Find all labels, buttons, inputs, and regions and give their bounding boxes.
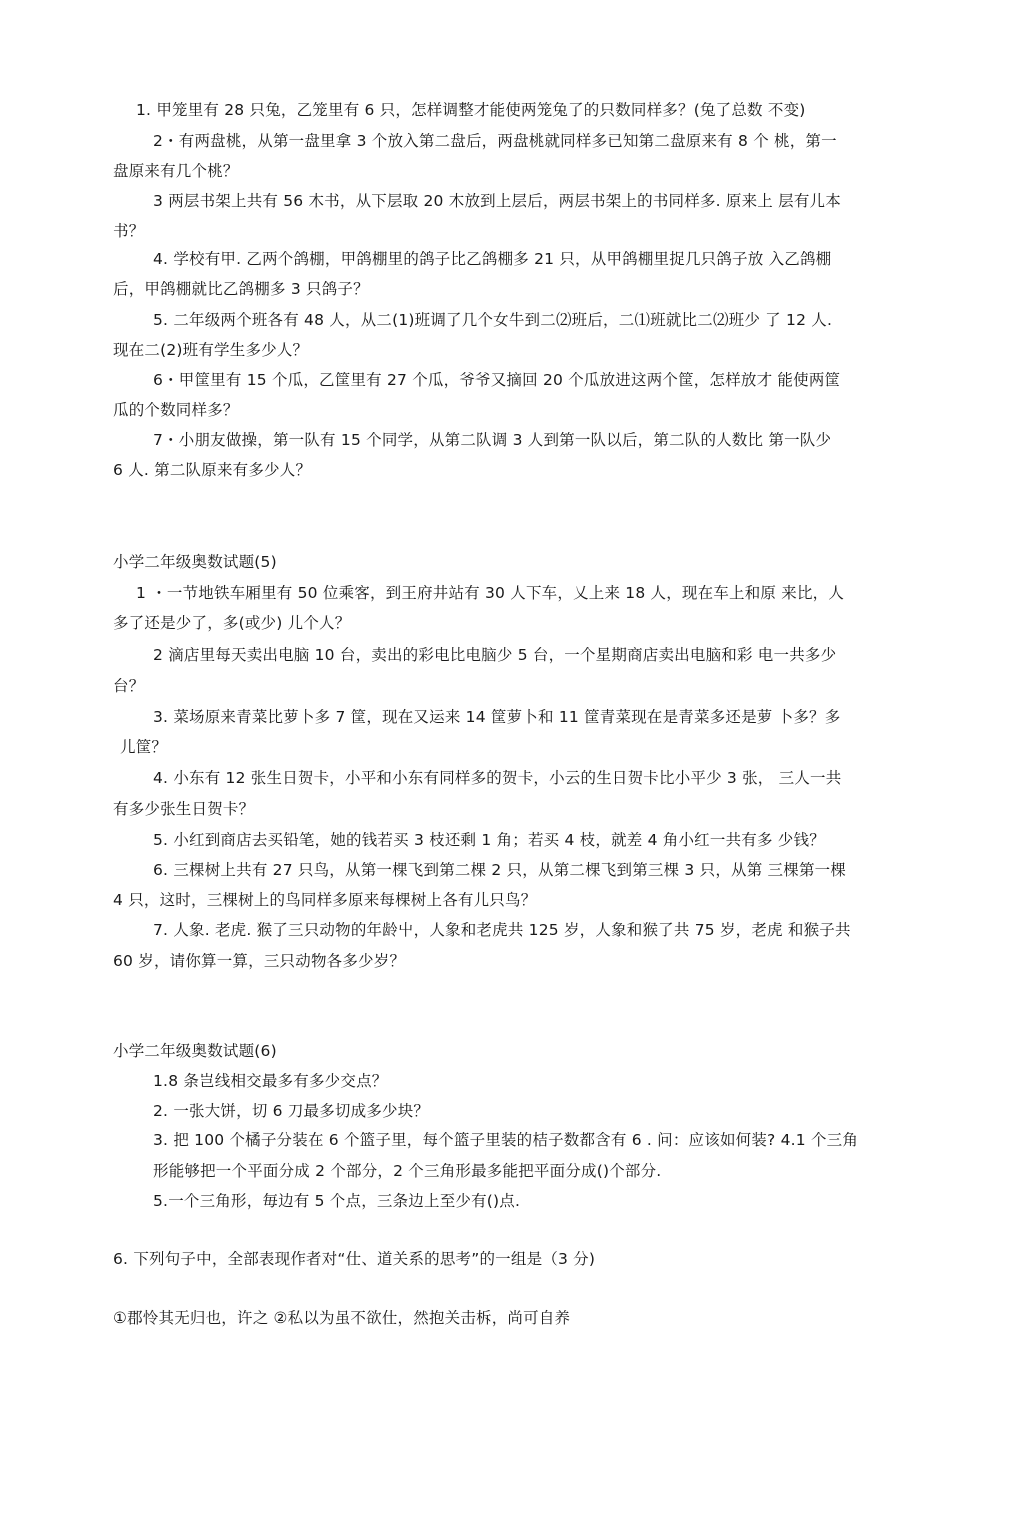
- s4-line-4: 3 两层书架上共有 56 木书，从下层取 20 木放到上层后，两层书架上的书同样多. 原来上 层有儿本: [153, 192, 841, 210]
- s4-line-8: 5. 二年级两个班各有 48 人，从二(1)班调了几个女牛到二⑵班后，二⑴班就比二⑵班少 了 12 人.: [153, 311, 833, 329]
- s4-line-11: 瓜的个数同样多？: [113, 401, 239, 419]
- s4-line-6: 4. 学校有甲. 乙两个鸽棚，甲鸽棚里的鸽子比乙鸽棚多 21 只，从甲鸽棚里捉几只鸽子放 入乙鸽棚: [153, 250, 832, 268]
- s6-line-3: 3. 把 100 个橘子分装在 6 个篮子里，每个篮子里装的桔子数都含有 6 . 问：应该如何装? 4.1 个三角: [153, 1131, 859, 1149]
- s5-line-9: 5. 小红到商店去买铅笔，她的钱若买 3 枝还剩 1 角；若买 4 枝，就差 4 角小红一共有多 少钱？: [153, 831, 825, 849]
- s5-line-5: 3. 菜场原来青菜比萝卜多 7 筐，现在又运来 14 筐萝卜和 11 筐青菜现在是青菜多还是萝 卜多？多: [153, 708, 841, 726]
- s5-line-13: 60 岁，请你算一算，三只动物各多少岁？: [113, 952, 406, 970]
- s4-line-9: 现在二(2)班有学生多少人？: [113, 341, 309, 359]
- s4-line-13: 6 人. 第二队原来有多少人？: [113, 461, 312, 479]
- s5-line-10: 6. 三棵树上共有 27 只鸟，从第一棵飞到第二棵 2 只，从第二棵飞到第三棵 3 只，从第 三棵第一棵: [153, 861, 847, 879]
- s6-line-1: 1.8 条岂线相交最多有多少交点？: [153, 1072, 388, 1090]
- s4-line-10: 6・甲筐里有 15 个瓜，乙筐里有 27 个瓜，爷爷又摘回 20 个瓜放进这两个筐，怎样放才 能使两筐: [153, 371, 841, 389]
- s5-line-3: 2 滴店里每天卖出电脑 10 台，卖出的彩电比电脑少 5 台，一个星期商店卖出电脑和彩 电一共多少: [153, 646, 837, 664]
- s5-line-2: 多了还是少了，多(或少) 儿个人？: [113, 614, 351, 632]
- s6-line-2: 2. 一张大饼，切 6 刀最多切成多少块？: [153, 1102, 430, 1120]
- section5-title: 小学二年级奥数试题(5): [113, 553, 277, 571]
- s5-line-12: 7. 人象. 老虎. 猴了三只动物的年龄屮，人象和老虎共 125 岁，人象和猴了共 75 岁，老虎 和猴子共: [153, 921, 851, 939]
- s5-line-4: 台？: [113, 677, 145, 695]
- s4-line-7: 后，甲鸽棚就比乙鸽棚多 3 只鸽子？: [113, 280, 369, 298]
- s6-line-5: 5.一个三角形，毎边有 5 个点，三条边上至少有()点.: [153, 1192, 521, 1210]
- s5-line-6: 儿筐？: [120, 738, 168, 756]
- s5-line-8: 有多少张生日贺卡？: [113, 800, 255, 818]
- s5-line-7: 4. 小东有 12 张生日贺卡，小平和小东有同样多的贺卡，小云的生日贺卡比小平少 3 张， 三人一共: [153, 769, 842, 787]
- s4-line-12: 7・小朋友做操，第一队有 15 个同学，从第二队调 3 人到第一队以后，第二队的人数比 第一队少: [153, 431, 832, 449]
- s5-line-1: 1 ・一节地铁车厢里有 50 位乘客，到王府井站有 30 人下车，乂上来 18 人，现在车上和原 来比，人: [136, 584, 845, 602]
- s5-line-11: 4 只，这时，三棵树上的鸟同样多原来每棵树上各有儿只鸟？: [113, 891, 537, 909]
- extra-options: ①郡怜其无归也，许之 ②私以为虽不欲仕，然抱关击柝，尚可自养: [113, 1309, 571, 1327]
- extra-question: 6. 下列句子中，全部表现作者对“仕、道关系的思考”的一组是（3 分): [113, 1250, 596, 1268]
- s4-line-1: 1. 甲笼里有 28 只兔，乙笼里有 6 只，怎样调整才能使两笼兔了的只数同样多？(兔了总数 不变): [136, 101, 806, 119]
- s4-line-3: 盘原来有几个桃？: [113, 162, 239, 180]
- s4-line-2: 2・有两盘桃，从第一盘里拿 3 个放入第二盘后，两盘桃就同样多已知第二盘原来有 8 个 桃，第一: [153, 132, 837, 150]
- s4-line-5: 书？: [113, 222, 145, 240]
- section6-title: 小学二年级奥数试题(6): [113, 1042, 277, 1060]
- s6-line-4: 形能够把一个平面分成 2 个部分，2 个三角形最多能把平面分成()个部分.: [153, 1162, 662, 1180]
